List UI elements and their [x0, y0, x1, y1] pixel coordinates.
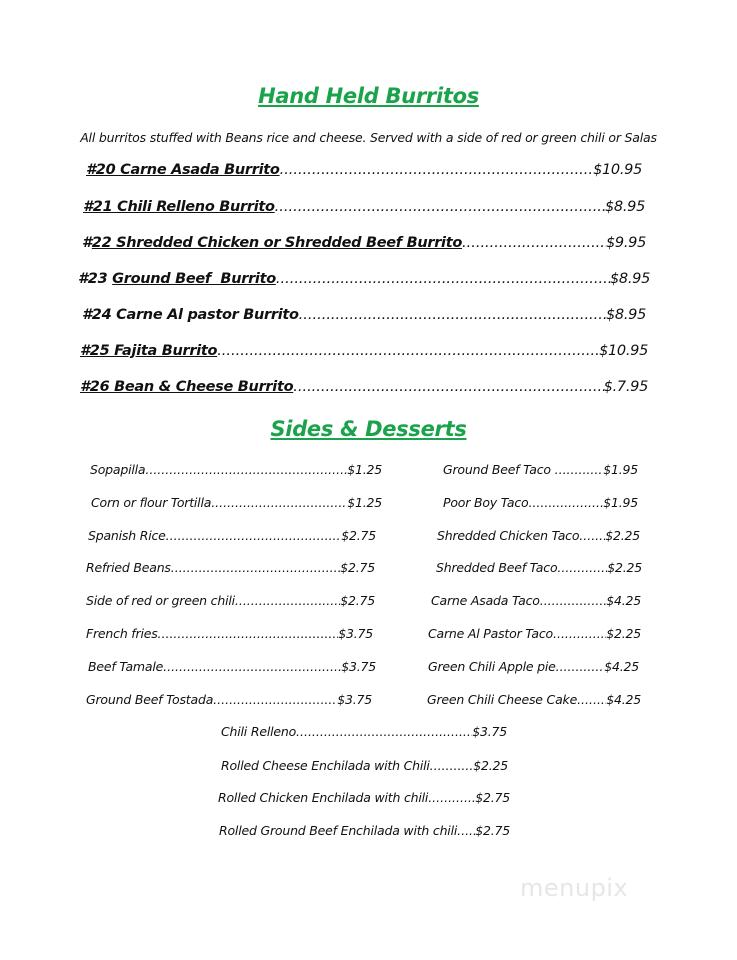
- side-price: $2.75: [340, 560, 375, 575]
- dot-leader: [158, 626, 339, 641]
- dot-leader: [430, 758, 474, 773]
- side-price: $1.95: [603, 495, 638, 510]
- burrito-item: [86, 162, 642, 178]
- dot-leader: [556, 659, 605, 674]
- burrito-name: #21 Chili Relleno Burrito: [83, 199, 275, 215]
- burrito-price: $8.95: [609, 271, 650, 287]
- side-name: Shredded Beef Taco: [436, 560, 558, 575]
- side-name: Carne Asada Taco: [431, 593, 540, 608]
- side-name: Chili Relleno: [221, 724, 297, 739]
- dot-leader: [275, 199, 605, 215]
- side-name: Green Chili Apple pie: [428, 659, 556, 674]
- side-price: $2.75: [475, 790, 510, 805]
- side-item: [219, 823, 510, 838]
- dot-leader: [163, 659, 341, 674]
- dot-leader: [235, 593, 340, 608]
- side-price: $2.75: [341, 528, 376, 543]
- side-price: $3.75: [337, 692, 372, 707]
- dot-leader: [540, 593, 606, 608]
- side-item: [428, 626, 641, 641]
- side-item: [436, 560, 642, 575]
- side-name: Rolled Ground Beef Enchilada with chili: [219, 823, 458, 838]
- dot-leader: [428, 790, 475, 805]
- burrito-name: #20 Carne Asada Burrito: [86, 162, 280, 178]
- burrito-item: [80, 343, 648, 359]
- dot-leader: [528, 495, 603, 510]
- side-price: $2.75: [475, 823, 510, 838]
- burrito-item: [83, 199, 645, 215]
- side-item: [86, 593, 375, 608]
- side-name: Sopapilla: [90, 462, 146, 477]
- side-item: [88, 528, 376, 543]
- side-price: $2.25: [473, 758, 508, 773]
- dot-leader: [280, 162, 593, 178]
- burrito-item: [78, 271, 650, 287]
- side-item: [218, 790, 510, 805]
- burrito-item: [80, 379, 648, 395]
- dot-leader: [299, 307, 606, 323]
- side-item: [431, 593, 641, 608]
- side-item: [86, 692, 372, 707]
- burrito-price: $8.95: [604, 199, 645, 215]
- dot-leader: [213, 692, 337, 707]
- side-name: Ground Beef Tostada: [86, 692, 214, 707]
- side-name: Spanish Rice: [88, 528, 166, 543]
- side-item: [88, 659, 376, 674]
- dot-leader: [296, 724, 472, 739]
- side-price: $2.25: [605, 528, 640, 543]
- burrito-price: $10.95: [593, 162, 642, 178]
- burrito-name: #25 Fajita Burrito: [80, 343, 218, 359]
- dot-leader: [171, 560, 340, 575]
- side-name: Poor Boy Taco: [443, 495, 529, 510]
- side-name: Green Chili Cheese Cake: [427, 692, 578, 707]
- dot-leader: [166, 528, 342, 543]
- side-name: Ground Beef Taco: [443, 462, 555, 477]
- side-name: Rolled Chicken Enchilada with chili: [218, 790, 429, 805]
- burrito-number-prefix: #23: [78, 271, 113, 287]
- side-price: $2.25: [606, 626, 641, 641]
- side-price: $3.75: [472, 724, 507, 739]
- side-price: $1.25: [347, 462, 382, 477]
- side-price: $4.25: [606, 692, 641, 707]
- burrito-price: $9.95: [605, 235, 646, 251]
- dot-leader: [293, 379, 603, 395]
- side-item: [221, 758, 508, 773]
- dot-leader: [276, 271, 610, 287]
- side-price: $3.75: [338, 626, 373, 641]
- side-name: Beef Tamale: [88, 659, 164, 674]
- side-price: $2.75: [340, 593, 375, 608]
- side-item: [443, 495, 638, 510]
- side-item: [437, 528, 640, 543]
- side-name: Corn or flour Tortilla: [91, 495, 212, 510]
- side-item: [427, 692, 641, 707]
- side-price: $2.25: [607, 560, 642, 575]
- side-item: [221, 724, 507, 739]
- dot-leader: [579, 528, 605, 543]
- side-item: [428, 659, 639, 674]
- burrito-number-prefix: #: [82, 235, 92, 251]
- dot-leader: [557, 560, 607, 575]
- side-price: $4.25: [604, 659, 639, 674]
- side-price: $4.25: [606, 593, 641, 608]
- dot-leader: [211, 495, 347, 510]
- burrito-name: 22 Shredded Chicken or Shredded Beef Burrito: [91, 235, 463, 251]
- burrito-price: $.7.95: [603, 379, 648, 395]
- dot-leader: [145, 462, 347, 477]
- side-price: $1.25: [347, 495, 382, 510]
- burrito-price: $8.95: [605, 307, 646, 323]
- side-item: [91, 495, 382, 510]
- burrito-item: [82, 235, 646, 251]
- menupix-watermark: menupix: [520, 874, 629, 902]
- sides-heading: Sides & Desserts: [270, 417, 467, 441]
- dot-leader: [553, 626, 606, 641]
- side-item: [90, 462, 382, 477]
- side-item: [86, 560, 375, 575]
- side-item: [86, 626, 373, 641]
- burrito-name: #26 Bean & Cheese Burrito: [80, 379, 294, 395]
- side-name: Refried Beans: [86, 560, 171, 575]
- side-name: Carne Al Pastor Taco: [428, 626, 553, 641]
- burrito-name: #24 Carne Al pastor Burrito: [82, 307, 299, 323]
- side-price: $1.95: [603, 462, 638, 477]
- dot-leader: [555, 462, 604, 477]
- burrito-price: $10.95: [599, 343, 648, 359]
- dot-leader: [577, 692, 606, 707]
- side-name: Side of red or green chili: [86, 593, 235, 608]
- dot-leader: [457, 823, 475, 838]
- side-name: Rolled Cheese Enchilada with Chili: [221, 758, 430, 773]
- dot-leader: [217, 343, 599, 359]
- burritos-heading: Hand Held Burritos: [258, 84, 479, 108]
- burrito-name: Ground Beef Burrito: [112, 271, 276, 287]
- side-name: French fries: [86, 626, 158, 641]
- side-price: $3.75: [341, 659, 376, 674]
- side-name: Shredded Chicken Taco: [437, 528, 580, 543]
- burrito-item: [82, 307, 646, 323]
- burritos-intro: All burritos stuffed with Beans rice and cheese. Served with a side of red or green chili or Salas: [80, 130, 657, 145]
- dot-leader: [462, 235, 606, 251]
- side-item: [443, 462, 638, 477]
